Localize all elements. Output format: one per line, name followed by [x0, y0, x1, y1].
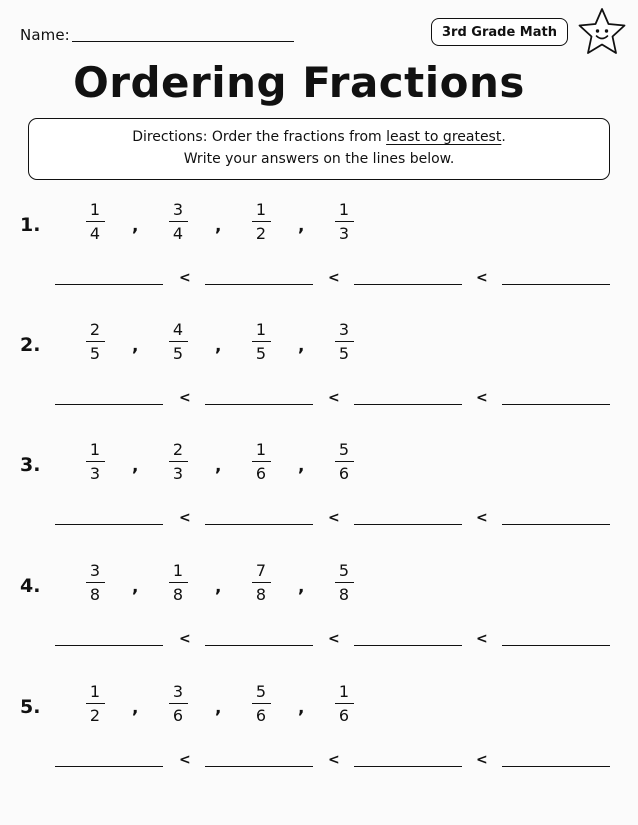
fraction-denominator: 5	[172, 344, 184, 363]
less-than-symbol: <	[328, 270, 340, 286]
less-than-symbol: <	[476, 631, 488, 647]
fraction	[80, 561, 110, 605]
fraction-bar	[86, 221, 105, 222]
fraction-denominator: 6	[172, 706, 184, 725]
fraction-denominator: 4	[89, 224, 101, 243]
fraction-numerator: 1	[255, 440, 267, 459]
answer-line[interactable]	[55, 766, 163, 767]
comma-separator: ,	[215, 698, 222, 718]
comma-separator: ,	[132, 698, 139, 718]
fraction-bar	[335, 461, 354, 462]
fraction-denominator: 6	[255, 464, 267, 483]
fraction-denominator: 5	[89, 344, 101, 363]
fraction-denominator: 3	[172, 464, 184, 483]
less-than-symbol: <	[179, 390, 191, 406]
comma-separator: ,	[215, 577, 222, 597]
fraction-bar	[252, 703, 271, 704]
fraction	[80, 320, 110, 364]
less-than-symbol: <	[328, 390, 340, 406]
fraction-numerator: 5	[255, 682, 267, 701]
fraction	[329, 682, 359, 726]
name-input-line[interactable]	[72, 41, 294, 42]
problem-row	[0, 440, 638, 550]
fraction-numerator: 1	[172, 561, 184, 580]
less-than-symbol: <	[328, 510, 340, 526]
less-than-symbol: <	[179, 270, 191, 286]
fraction	[163, 320, 193, 364]
fraction	[246, 440, 276, 484]
fraction-denominator: 3	[89, 464, 101, 483]
less-than-symbol: <	[179, 510, 191, 526]
directions-line-2: Write your answers on the lines below.	[183, 151, 455, 167]
fraction	[163, 200, 193, 244]
fraction-bar	[169, 221, 188, 222]
fraction-denominator: 6	[255, 706, 267, 725]
comma-separator: ,	[298, 577, 305, 597]
fraction-numerator: 4	[172, 320, 184, 339]
comma-separator: ,	[298, 216, 305, 236]
less-than-symbol: <	[328, 631, 340, 647]
problem-number: 5.	[20, 696, 41, 718]
smiling-star-icon	[574, 6, 630, 58]
answer-line[interactable]	[205, 524, 313, 525]
fraction-numerator: 5	[338, 440, 350, 459]
fraction	[80, 200, 110, 244]
comma-separator: ,	[215, 216, 222, 236]
fraction	[246, 200, 276, 244]
less-than-symbol: <	[476, 752, 488, 768]
fraction-numerator: 1	[89, 200, 101, 219]
fraction	[246, 320, 276, 364]
problem-number: 2.	[20, 334, 41, 356]
fraction	[329, 320, 359, 364]
answer-line[interactable]	[354, 284, 462, 285]
fraction-numerator: 2	[89, 320, 101, 339]
fraction	[163, 682, 193, 726]
fraction	[329, 440, 359, 484]
fraction-denominator: 3	[338, 224, 350, 243]
fraction-bar	[169, 461, 188, 462]
fraction-numerator: 1	[255, 200, 267, 219]
comma-separator: ,	[215, 456, 222, 476]
fraction-numerator: 3	[89, 561, 101, 580]
comma-separator: ,	[298, 456, 305, 476]
fraction	[163, 561, 193, 605]
fraction-numerator: 7	[255, 561, 267, 580]
answer-line[interactable]	[205, 404, 313, 405]
fraction-denominator: 8	[338, 585, 350, 604]
page-title: Ordering Fractions	[73, 58, 525, 107]
problem-number: 4.	[20, 575, 41, 597]
less-than-symbol: <	[179, 631, 191, 647]
answer-line[interactable]	[354, 524, 462, 525]
answer-line[interactable]	[55, 284, 163, 285]
fraction-bar	[169, 703, 188, 704]
answer-line[interactable]	[502, 404, 610, 405]
comma-separator: ,	[298, 698, 305, 718]
answer-line[interactable]	[205, 766, 313, 767]
fraction-denominator: 5	[338, 344, 350, 363]
directions-emphasis: least to greatest	[386, 129, 502, 145]
fraction-denominator: 6	[338, 464, 350, 483]
fraction	[163, 440, 193, 484]
fraction-numerator: 5	[338, 561, 350, 580]
answer-line[interactable]	[502, 766, 610, 767]
fraction-bar	[86, 582, 105, 583]
comma-separator: ,	[298, 336, 305, 356]
directions-suffix: .	[501, 129, 506, 145]
less-than-symbol: <	[179, 752, 191, 768]
fraction-bar	[252, 582, 271, 583]
fraction-numerator: 3	[338, 320, 350, 339]
fraction-denominator: 2	[89, 706, 101, 725]
fraction-bar	[86, 461, 105, 462]
fraction-bar	[335, 703, 354, 704]
fraction	[80, 682, 110, 726]
fraction-denominator: 6	[338, 706, 350, 725]
less-than-symbol: <	[328, 752, 340, 768]
directions-line-1	[29, 126, 609, 148]
fraction-bar	[86, 703, 105, 704]
answer-line[interactable]	[205, 645, 313, 646]
answer-line[interactable]	[502, 645, 610, 646]
fraction-numerator: 1	[338, 682, 350, 701]
fraction-numerator: 1	[255, 320, 267, 339]
fraction-bar	[86, 341, 105, 342]
fraction-numerator: 1	[89, 440, 101, 459]
fraction-numerator: 3	[172, 200, 184, 219]
fraction-denominator: 4	[172, 224, 184, 243]
problem-row	[0, 320, 638, 430]
fraction-numerator: 3	[172, 682, 184, 701]
grade-badge: 3rd Grade Math	[431, 18, 568, 46]
less-than-symbol: <	[476, 510, 488, 526]
comma-separator: ,	[132, 336, 139, 356]
fraction-bar	[335, 221, 354, 222]
directions-box	[28, 118, 610, 180]
answer-line[interactable]	[354, 766, 462, 767]
fraction	[329, 200, 359, 244]
fraction-numerator: 1	[89, 682, 101, 701]
comma-separator: ,	[132, 577, 139, 597]
answer-line[interactable]	[502, 524, 610, 525]
fraction-denominator: 8	[172, 585, 184, 604]
comma-separator: ,	[132, 216, 139, 236]
answer-line[interactable]	[55, 404, 163, 405]
directions-prefix: Directions: Order the fractions from	[132, 129, 387, 145]
fraction-bar	[252, 341, 271, 342]
fraction-bar	[252, 221, 271, 222]
fraction-denominator: 2	[255, 224, 267, 243]
fraction-denominator: 8	[89, 585, 101, 604]
comma-separator: ,	[132, 456, 139, 476]
fraction-numerator: 2	[172, 440, 184, 459]
problem-number: 3.	[20, 454, 41, 476]
fraction	[246, 561, 276, 605]
fraction-denominator: 8	[255, 585, 267, 604]
fraction	[329, 561, 359, 605]
fraction-bar	[335, 582, 354, 583]
answer-line[interactable]	[205, 284, 313, 285]
name-label: Name:	[20, 26, 70, 44]
less-than-symbol: <	[476, 390, 488, 406]
problem-row	[0, 200, 638, 310]
problem-row	[0, 682, 638, 792]
comma-separator: ,	[215, 336, 222, 356]
less-than-symbol: <	[476, 270, 488, 286]
fraction-bar	[252, 461, 271, 462]
problem-row	[0, 561, 638, 671]
answer-line[interactable]	[55, 645, 163, 646]
fraction-bar	[169, 582, 188, 583]
problem-number: 1.	[20, 214, 41, 236]
fraction-bar	[335, 341, 354, 342]
answer-line[interactable]	[55, 524, 163, 525]
fraction	[80, 440, 110, 484]
fraction-denominator: 5	[255, 344, 267, 363]
fraction-bar	[169, 341, 188, 342]
fraction	[246, 682, 276, 726]
fraction-numerator: 1	[338, 200, 350, 219]
answer-line[interactable]	[502, 284, 610, 285]
answer-line[interactable]	[354, 404, 462, 405]
answer-line[interactable]	[354, 645, 462, 646]
